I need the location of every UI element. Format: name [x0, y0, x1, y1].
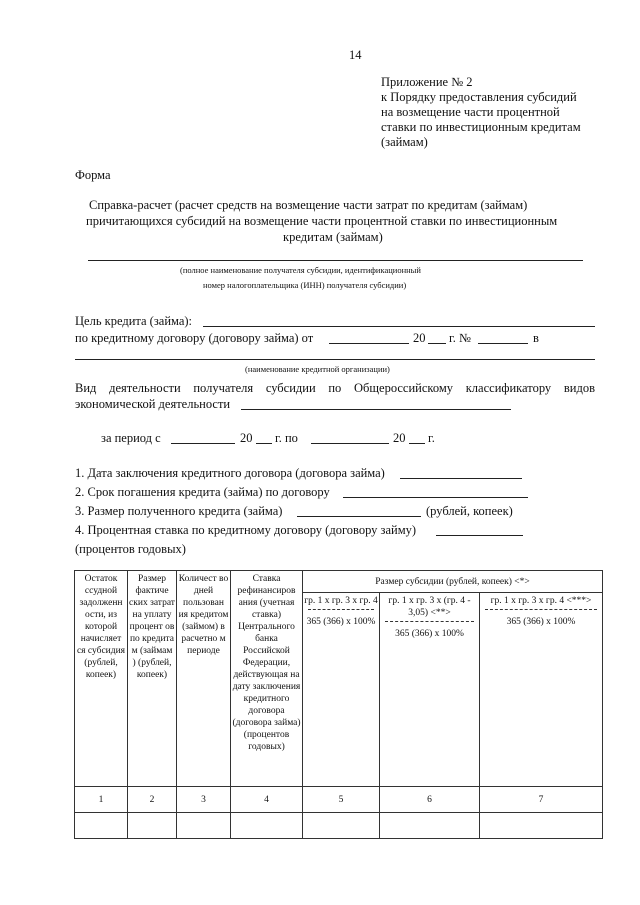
activity-line2: экономической деятельности [75, 397, 231, 411]
period-from: за период с [101, 431, 161, 445]
activity-line [75, 381, 595, 396]
activity-word: по [328, 381, 342, 395]
header-col-3: Количест во дней пользован ия кредитом (займом) в расчетно м периоде [177, 571, 231, 787]
heading-line: причитающихся субсидий на возмещение части процентной ставки по инвестиционным [86, 214, 558, 228]
period-to-year: 20 [393, 431, 406, 445]
appendix-title: Приложение № 2 [381, 75, 473, 89]
header-col-4: Ставка рефинансиров ания (учетная ставка) Центрального банка Российской Федерации, действующая на дату заключения кредитного договора (договора займа) (процентов годовых) [231, 571, 303, 787]
formula-denominator: 365 (366) х 100% [395, 629, 464, 639]
header-col-2: Размер фактиче ских затрат на уплату процент ов по кредита м (займам ) (рублей, копеек) [128, 571, 177, 787]
column-number: 1 [75, 787, 128, 813]
period-end: г. [428, 431, 435, 445]
table-cell [480, 813, 603, 839]
table-cell [231, 813, 303, 839]
purpose-line [203, 326, 595, 327]
form-label: Форма [75, 168, 111, 182]
percent-note: (процентов годовых) [75, 542, 186, 556]
org-line [75, 359, 595, 360]
period-to: г. по [275, 431, 298, 445]
heading-line: кредитам (займам) [283, 230, 383, 244]
period-from-line [171, 443, 235, 444]
formula-denominator: 365 (366) х 100% [306, 617, 376, 627]
contract-prefix: по кредитному договору (договору займа) от [75, 331, 314, 345]
header-col-5 [303, 593, 380, 787]
contract-date-line [329, 343, 409, 344]
activity-word: Общероссийскому [354, 381, 454, 395]
contract-number-line [478, 343, 528, 344]
recipient-caption: (полное наименование получателя субсидии, идентификационный [180, 265, 421, 275]
table-cell [380, 813, 480, 839]
fraction-bar [308, 609, 374, 610]
period-to-line [311, 443, 389, 444]
item-1: 1. Дата заключения кредитного договора (договора займа) [75, 466, 385, 480]
contract-year: 20 [413, 331, 426, 345]
appendix-line: ставки по инвестиционным кредитам [381, 120, 581, 134]
column-number: 6 [380, 787, 480, 813]
item-4-line [436, 535, 523, 536]
heading-line: Справка-расчет (расчет средств на возмещение части затрат по кредитам (займам) [89, 198, 528, 212]
item-2: 2. Срок погашения кредита (займа) по договору [75, 485, 330, 499]
contract-year-line [428, 343, 446, 344]
table-cell [75, 813, 128, 839]
table-cell [303, 813, 380, 839]
purpose-label: Цель кредита (займа): [75, 314, 193, 328]
item-3-line [297, 516, 421, 517]
appendix-line: на возмещение части процентной [381, 105, 560, 119]
activity-word: видов [563, 381, 595, 395]
fraction-bar [385, 621, 474, 622]
activity-word: Вид [75, 381, 97, 395]
period-from-year: 20 [240, 431, 253, 445]
appendix-line: (займам) [381, 135, 428, 149]
table-cell [128, 813, 177, 839]
in-word: в [533, 331, 539, 345]
subsidy-header: Размер субсидии (рублей, копеек) <*> [303, 571, 603, 593]
page-number: 14 [349, 48, 362, 62]
header-col-1: Остаток ссудной задолженн ости, из которой начисляет ся субсидия (рублей, копеек) [75, 571, 128, 787]
header-col-7 [480, 593, 603, 787]
fraction-bar [485, 609, 597, 610]
recipient-caption: номер налогоплательщика (ИНН) получателя субсидии) [203, 280, 407, 290]
item-3-suffix: (рублей, копеек) [426, 504, 513, 518]
formula-denominator: 365 (366) х 100% [506, 617, 576, 627]
activity-word: классификатору [465, 381, 552, 395]
item-4: 4. Процентная ставка по кредитному договору (договору займу) [75, 523, 417, 537]
activity-word: субсидии [265, 381, 316, 395]
org-caption: (наименование кредитной организации) [245, 364, 390, 374]
period-to-year-line [409, 443, 425, 444]
column-number: 4 [231, 787, 303, 813]
appendix-line: к Порядку предоставления субсидий [381, 90, 577, 104]
formula-numerator: гр. 1 х гр. 3 х (гр. 4 - 3,05) <**> [388, 596, 471, 618]
item-1-line [400, 478, 522, 479]
column-number: 2 [128, 787, 177, 813]
formula-numerator: гр. 1 х гр. 3 х гр. 4 <***> [490, 596, 592, 606]
column-number: 7 [480, 787, 603, 813]
period-from-year-line [256, 443, 272, 444]
subsidy-table [74, 570, 603, 839]
column-number: 5 [303, 787, 380, 813]
header-col-6 [380, 593, 480, 787]
item-2-line [343, 497, 528, 498]
table-cell [177, 813, 231, 839]
activity-word: деятельности [109, 381, 181, 395]
activity-word: получателя [193, 381, 254, 395]
activity-value-line [241, 409, 511, 410]
column-number: 3 [177, 787, 231, 813]
formula-numerator: гр. 1 х гр. 3 х гр. 4 [304, 596, 378, 606]
contract-number-label: г. № [449, 331, 471, 345]
item-3: 3. Размер полученного кредита (займа) [75, 504, 283, 518]
recipient-line [88, 260, 583, 261]
